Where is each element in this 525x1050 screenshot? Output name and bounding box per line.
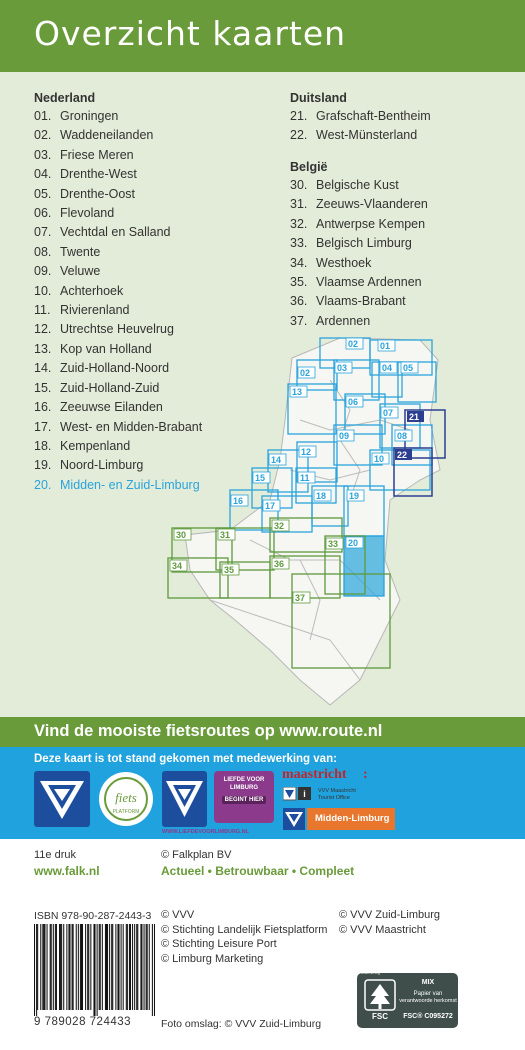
map-name: Kop van Holland (60, 341, 152, 356)
map-name: Belgische Kust (316, 178, 399, 192)
photo-credit: Foto omslag: © VVV Zuid-Limburg (161, 1018, 322, 1030)
map-list-item (34, 185, 202, 204)
map-label-17: 17 (265, 501, 276, 511)
edition-value: 11e druk (34, 849, 76, 861)
map-list-item (34, 126, 202, 145)
map-number: 05. (34, 186, 52, 201)
map-name: Twente (60, 244, 101, 259)
liefde-url[interactable]: WWW.LIEFDEVOORLIMBURG.NL (162, 829, 250, 835)
map-list-item (34, 301, 202, 320)
maastricht-sub2: Tourist Office (318, 795, 350, 801)
map-name: Veluwe (60, 264, 101, 279)
barcode-number: 9 789028 724433 (34, 1016, 132, 1028)
map-name: Zuid-Holland-Zuid (60, 380, 160, 395)
credits-right (339, 908, 440, 937)
map-label-01: 01 (380, 341, 391, 351)
map-label-04: 04 (382, 363, 393, 373)
fsc-url: www.fsc.org (361, 971, 380, 975)
fsc-logo-text: FSC (372, 1012, 388, 1021)
map-list-item (34, 223, 202, 242)
map-list-item (290, 176, 428, 195)
map-number: 09. (34, 264, 52, 279)
map-label-31: 31 (220, 530, 231, 540)
map-list-item (34, 418, 202, 437)
page-title: Overzicht kaarten (34, 14, 347, 53)
map-name: Rivierenland (60, 303, 130, 318)
map-label-07: 07 (383, 408, 394, 418)
map-label-34: 34 (172, 561, 183, 571)
map-number: 03. (34, 147, 52, 162)
map-name: Friese Meren (60, 147, 134, 162)
barcode-icon (34, 924, 155, 1016)
map-number: 22. (290, 128, 308, 143)
liefde-voor-limburg-logo (214, 771, 274, 823)
map-number: 16. (34, 400, 52, 415)
map-list-item (290, 234, 428, 253)
maastricht-sub1: VVV Maastricht (318, 788, 356, 794)
map-label-02b: 02 (300, 368, 311, 378)
map-label-06: 06 (348, 397, 359, 407)
map-number: 12. (34, 322, 52, 337)
map-name: West- en Midden-Brabant (60, 419, 203, 434)
map-number: 37. (290, 313, 308, 328)
midden-limburg-label: Midden-Limburg (307, 808, 395, 830)
credits-left (161, 908, 327, 966)
fsc-mix: MIX (421, 979, 435, 986)
route-banner-text[interactable]: Vind de mooiste fietsroutes op www.route.nl (34, 722, 383, 740)
map-list-item (34, 282, 202, 301)
map-number: 08. (34, 244, 52, 259)
map-name: Vlaams-Brabant (316, 294, 406, 309)
tagline: Actueel • Betrouwbaar • Compleet (161, 864, 355, 878)
map-name: Ardennen (316, 313, 371, 328)
maastricht-colon: : (363, 767, 368, 782)
route-banner (0, 717, 525, 747)
map-list-item (290, 195, 428, 214)
vvv-small-logo-icon (283, 808, 305, 830)
vvv-logo-icon (34, 771, 90, 827)
map-name: Westhoek (316, 255, 372, 270)
edition-text (34, 849, 76, 861)
map-name: Noord-Limburg (60, 458, 144, 473)
map-label-32: 32 (274, 521, 285, 531)
list-nederland (34, 89, 202, 495)
heading-nederland: Nederland (34, 91, 96, 105)
map-number: 07. (34, 225, 52, 240)
heading-belgie: België (290, 160, 328, 174)
map-number: 31. (290, 197, 308, 212)
map-label-15: 15 (255, 473, 266, 483)
map-name: Vechtdal en Salland (60, 225, 171, 240)
map-list-item (290, 126, 431, 145)
fsc-line1: Papier van (413, 991, 443, 997)
map-name: Kempenland (60, 438, 131, 453)
map-label-20: 20 (348, 538, 359, 548)
map-list-item (290, 273, 428, 292)
heading-duitsland: Duitsland (290, 91, 347, 105)
map-name: Belgisch Limburg (316, 236, 412, 251)
map-label-11: 11 (300, 473, 310, 483)
fiets-logo-text: fiets (115, 790, 137, 805)
map-name: Grafschaft-Bentheim (316, 109, 431, 123)
map-name: Drenthe-Oost (60, 186, 136, 201)
credit-line: © VVV Maastricht (339, 923, 426, 936)
map-number: 18. (34, 438, 52, 453)
map-number: 01. (34, 109, 52, 123)
maastricht-logo-text: maastricht (282, 767, 347, 782)
map-number: 32. (290, 216, 308, 231)
map-name: Antwerpse Kempen (316, 216, 426, 231)
map-list-item (290, 107, 431, 126)
map-number: 21. (290, 109, 308, 123)
falk-website-link[interactable]: www.falk.nl (34, 864, 100, 878)
map-label-19: 19 (349, 491, 360, 501)
map-label-13: 13 (292, 387, 303, 397)
map-list-item (34, 379, 202, 398)
maastricht-badges-icon (283, 787, 313, 801)
map-label-22: 22 (397, 450, 408, 460)
map-list-item (34, 243, 202, 262)
fsc-tree-icon (363, 978, 397, 1022)
map-label-37: 37 (295, 593, 306, 603)
map-name: Zuid-Holland-Noord (60, 361, 170, 376)
fiets-logo-sub: PLATFORM (112, 809, 140, 815)
map-name: Utrechtse Heuvelrug (60, 322, 174, 337)
map-label-33: 33 (328, 539, 339, 549)
fietsplatform-logo-icon (98, 771, 154, 827)
map-list-item (290, 292, 428, 311)
map-label-08: 08 (397, 431, 408, 441)
map-name: Waddeneilanden (60, 128, 154, 143)
map-list-item (34, 320, 202, 339)
map-name: Zeeuwse Eilanden (60, 400, 163, 415)
credit-line: © Stichting Leisure Port (161, 938, 277, 951)
map-number: 11. (34, 303, 51, 318)
map-list-item (34, 456, 202, 475)
credit-line: © Stichting Landelijk Fietsplatform (161, 923, 328, 936)
map-number: 04. (34, 167, 52, 182)
map-list-item (290, 254, 428, 273)
map-label-18: 18 (316, 491, 327, 501)
map-number: 02. (34, 128, 52, 143)
map-number: 17. (34, 419, 52, 434)
map-list-item (34, 398, 202, 417)
map-number: 35. (290, 275, 308, 290)
map-label-21: 21 (409, 412, 420, 422)
liefde-line2: LIMBURG (230, 785, 258, 791)
publisher-text: © Falkplan BV (161, 849, 232, 861)
map-name: Flevoland (60, 206, 115, 221)
map-name: Zeeuws-Vlaanderen (316, 197, 428, 212)
map-name: Midden- en Zuid-Limburg (60, 477, 200, 492)
credit-line: © Limburg Marketing (161, 952, 264, 965)
isbn-text: ISBN 978-90-287-2443-3 (34, 910, 152, 922)
map-name: Drenthe-West (60, 167, 137, 182)
map-number: 13. (34, 341, 52, 356)
map-number: 34. (290, 255, 308, 270)
partner-bar (0, 747, 525, 839)
map-label-05: 05 (403, 363, 414, 373)
fsc-badge (357, 973, 458, 1028)
map-list-item (34, 165, 202, 184)
liefde-line3: BEGINT HIER (222, 796, 266, 804)
map-list-item (290, 215, 428, 234)
map-list-item (290, 312, 428, 331)
map-name: West-Münsterland (316, 128, 418, 143)
map-list-item (34, 359, 202, 378)
map-number: 30. (290, 178, 308, 192)
credit-line: © VVV (161, 909, 195, 921)
list-belgie (290, 158, 428, 331)
map-label-30: 30 (176, 530, 187, 540)
map-label-09: 09 (339, 431, 350, 441)
list-duitsland (290, 89, 431, 146)
map-list-item (34, 476, 202, 495)
map-list-item (34, 437, 202, 456)
map-label-14: 14 (271, 455, 282, 465)
fsc-line2: verantwoorde herkomst (399, 998, 457, 1004)
map-number: 14. (34, 361, 52, 376)
map-name: Vlaamse Ardennen (316, 275, 422, 290)
fsc-code: FSC® C095272 (403, 1013, 453, 1020)
map-number: 10. (34, 283, 52, 298)
credit-line: © VVV Zuid-Limburg (339, 909, 441, 921)
map-label-35: 35 (224, 565, 235, 575)
map-number: 36. (290, 294, 308, 309)
map-list-item (34, 262, 202, 281)
map-number: 33. (290, 236, 308, 251)
map-label-03: 03 (337, 363, 348, 373)
map-label-02a: 02 (348, 339, 359, 349)
svg-text:i: i (303, 789, 306, 799)
liefde-line1: LIEFDE VOOR (223, 777, 265, 783)
map-number: 19. (34, 458, 52, 473)
map-number: 20. (34, 477, 52, 492)
vvv-logo-2-icon (162, 771, 207, 827)
map-name: Groningen (60, 109, 119, 123)
partner-caption: Deze kaart is tot stand gekomen met medewerking van: (34, 753, 337, 765)
map-label-36: 36 (274, 559, 285, 569)
map-list-item (34, 107, 202, 126)
map-label-16: 16 (233, 496, 244, 506)
map-list-item (34, 340, 202, 359)
map-label-10: 10 (374, 454, 385, 464)
map-list-item (34, 204, 202, 223)
map-name: Achterhoek (60, 283, 124, 298)
map-label-12: 12 (301, 447, 312, 457)
map-number: 15. (34, 380, 52, 395)
map-list-item (34, 146, 202, 165)
map-number: 06. (34, 206, 52, 221)
